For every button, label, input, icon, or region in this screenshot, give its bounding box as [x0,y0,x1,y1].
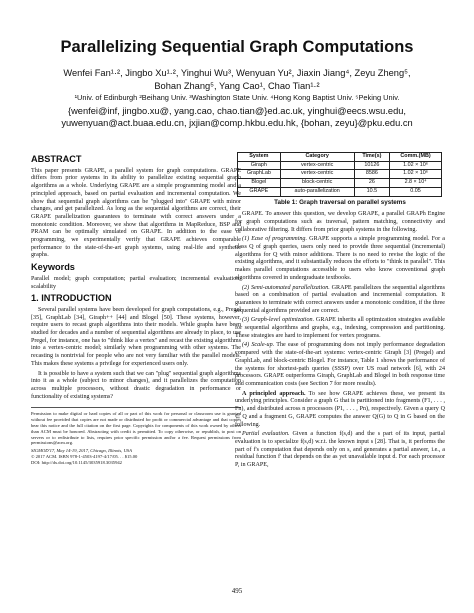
table-cell: 10126 [354,161,389,170]
doi: DOI: http://dx.doi.org/10.1145/3035918.3035942 [31,459,122,465]
paragraph-text: GRAPE supports a simple programming model. For a class Q of graph queries, users only need to provide three sequential (incremental) algorithms for Q with minor additions. There is no need to revise the logic of the existing algorithms, and it substantially reduces the efforts to "think in parallel". This makes parallel computations accessible to users who know conventional graph algorithms covered in undergraduate textbooks. [235,236,445,281]
table-caption: Table 1: Graph traversal on parallel systems [274,198,406,206]
table-cell: block-centric [280,179,354,188]
paragraph-text: GRAPE parallelizes the sequential algorithms based on a combination of partial evaluation and incremental computation. It guarantees to terminate with correct answers under a monotonic condition, if the three sequential algorithms provided are correct. [235,284,445,314]
table-cell: auto-parallelization [280,187,354,196]
permission-footnote [31,407,241,465]
affiliations: ¹Univ. of Edinburgh ²Beihang Univ. ³Washington State Univ. ⁴Hong Kong Baptist Univ. ⁵Peking Univ. [74,93,400,102]
table-cell: Giraph [238,161,281,170]
paragraph-text: The ease of programming does not imply performance degradation compared with the state-of-the-art systems: vertex-centric Giraph [3] (Pregel) and GraphLab, and block-centric Blogel. For instance, Table 1 shows the performance of the systems for shortest-path queries (SSSP) over US road network [6], with 24 processors. GRAPE outperforms Giraph, GraphLab and Blogel in both response time and communication costs (see Section 7 for more results). [235,342,445,387]
table-cell: 26 [354,179,389,188]
body-paragraph [235,391,445,430]
paper-title: Parallelizing Sequential Graph Computations [60,38,414,56]
table-cell: 1.02 × 10⁶ [390,170,442,179]
table-header-row [238,153,442,162]
keywords-text: Parallel model; graph computation; partial evaluation; incremental evaluation; scalability [31,275,241,290]
table-cell: vertex-centric [280,161,354,170]
author-line: Bohan Zhang⁵, Yang Cao¹, Chao Tian¹·² [154,80,320,91]
body-paragraph [235,236,445,282]
emails: yuwenyuan@act.buaa.edu.cn, jxjian@comp.hkbu.edu.hk, {bohan, zeyu}@pku.edu.cn [61,118,413,128]
paragraph-text: Given a function f(s,d) and the s part of its input, partial evaluation is to specialize f(s,d) w.r.t. the known input s [28]. That is, it performs the part of f's computation that depends only on s, and generates a partial answer, i.e., a residual function f′ that depends on the as yet unavailable input d. For each processor P, in GRAPE, [235,431,445,469]
introduction-heading: 1. INTRODUCTION [31,293,112,304]
permission-text: Permission to make digital or hard copies of all or part of this work for personal or classroom use is granted without fee provided that copies are not made or distributed for profit or commercial advantage and that copies bear this notice and the full citation on the first page. Copyrights for components of this work owned by others than ACM must be honored. Abstracting with credit is permitted. To copy otherwise, or republish, to post on servers or to redistribute to lists, requires prior specific permission and/or a fee. Request permissions from permissions@acm.org. [31,411,241,446]
intro-paragraph: Several parallel systems have been developed for graph computations, e.g., Pregel [35], GraphLab [34], Giraph++ [44] and Blogel [50]. These systems, however, require users to recast graph algorithms into their models. While graphs have been studied for decades and a number of sequential algorithms are already in place, to use Pregel, for instance, one has to "think like a vertex" and recast the existing algorithms into a vertex-centric model; similarly when programming with other systems. The recasting is nontrivial for people who are not very familiar with the parallel models. This makes these systems a privilege for experienced users only. [31,306,241,367]
table-row [238,161,442,170]
results-table [237,152,442,197]
venue: SIGMOD'17, May 14-19, 2017, Chicago, Illinois, USA [31,448,132,454]
body-paragraph [235,317,445,340]
copyright: © 2017 ACM. ISBN 978-1-4503-4197-4/17/05. . . $15.00 [31,453,138,459]
table-cell: GraphLab [238,170,281,179]
table-cell: 8586 [354,170,389,179]
body-paragraph [235,342,445,388]
page-number: 495 [231,587,243,595]
paragraph-label: Partial evaluation. [242,431,290,438]
body-paragraph [235,431,445,470]
body-paragraph: GRAPE. To answer this question, we develop GRAPE, a parallel GRAPh Engine for graph computations such as traversal, pattern matching, connectivity and collaborative filtering. It differs from prior graph systems in the following. [235,211,445,233]
table-row [238,187,442,196]
paragraph-label: A principled approach. [242,390,306,397]
table-cell: 2.8 × 10⁴ [390,179,442,188]
table-cell: 0.05 [390,187,442,196]
table-header: Comm.(MB) [390,153,442,162]
emails: {wenfei@inf, jingbo.xu@, yang.cao, chao.tian@}ed.ac.uk, yinghui@eecs.wsu.edu, [67,105,407,116]
paragraph-text: To see how GRAPE achieves these, we present its underlying principles. Consider a graph G that is partitioned into fragments (F1, . . . , Fn), and distributed across n processors (P1, . . . , Pn), respectively. Given a query Q ∈ Q and a fragment G, GRAPE computes the answer Q(G) to Q in G based on the following. [235,390,445,428]
abstract-text: This paper presents GRAPE, a parallel system for graph computations. GRAPE differs from prior systems in its ability to parallelize existing sequential graph algorithms as a whole. Underlying GRAPE are a simple programming model and a principled approach, based on partial evaluation and incremental computation. We show that sequential graph algorithms can be "plugged into" GRAPE with minor changes, and get parallelized. As long as the sequential algorithms are correct, their GRAPE parallelization guarantees to terminate with correct answers under a monotonic condition. Moreover, we show that algorithms in MapReduce, BSP and PRAM can be optimally simulated on GRAPE. In addition to the ease of programming, we experimentally verify that GRAPE achieves comparable performance to the state-of-the-art graph systems, using real-life and synthetic graphs. [31,167,241,259]
paragraph-label: (1) Ease of programming. [242,236,307,243]
table-header: System [238,153,281,162]
table-cell: 10.5 [354,187,389,196]
keywords-heading: Keywords [31,262,75,273]
abstract-heading: ABSTRACT [31,154,82,164]
left-column [31,152,241,466]
table-row [238,179,442,188]
right-column [235,152,445,472]
table-header: Time(s) [354,153,389,162]
table-cell: vertex-centric [280,170,354,179]
author-block [0,67,474,130]
body-paragraph [235,285,445,316]
paragraph-label: (2) Semi-automated parallelization. [242,284,330,291]
paragraph-label: (3) Graph-level optimization. [242,317,315,324]
paragraph-text: GRAPE inherits all optimization strategies available for sequential algorithms and graphs, e.g., indexing, compression and partitioning. These strategies are hard to implement for vertex programs. [235,317,445,339]
table-row [238,170,442,179]
intro-paragraph: It is possible to have a system such that we can "plug" sequential graph algorithms into it as a whole (subject to minor changes), and it parallelizes the computation across multiple processors, without drastic degradation in performance or functionality of existing systems? [31,370,241,400]
table-cell: GRAPE [238,187,281,196]
table-cell: Blogel [238,179,281,188]
table-cell: 1.02 × 10⁶ [390,161,442,170]
author-line: Wenfei Fan¹·², Jingbo Xu¹·², Yinghui Wu³, Wenyuan Yu², Jiaxin Jiang⁴, Zeyu Zheng⁵, [63,68,411,78]
paragraph-label: (4) Scale-up. [242,342,275,349]
table-header: Category [280,153,354,162]
